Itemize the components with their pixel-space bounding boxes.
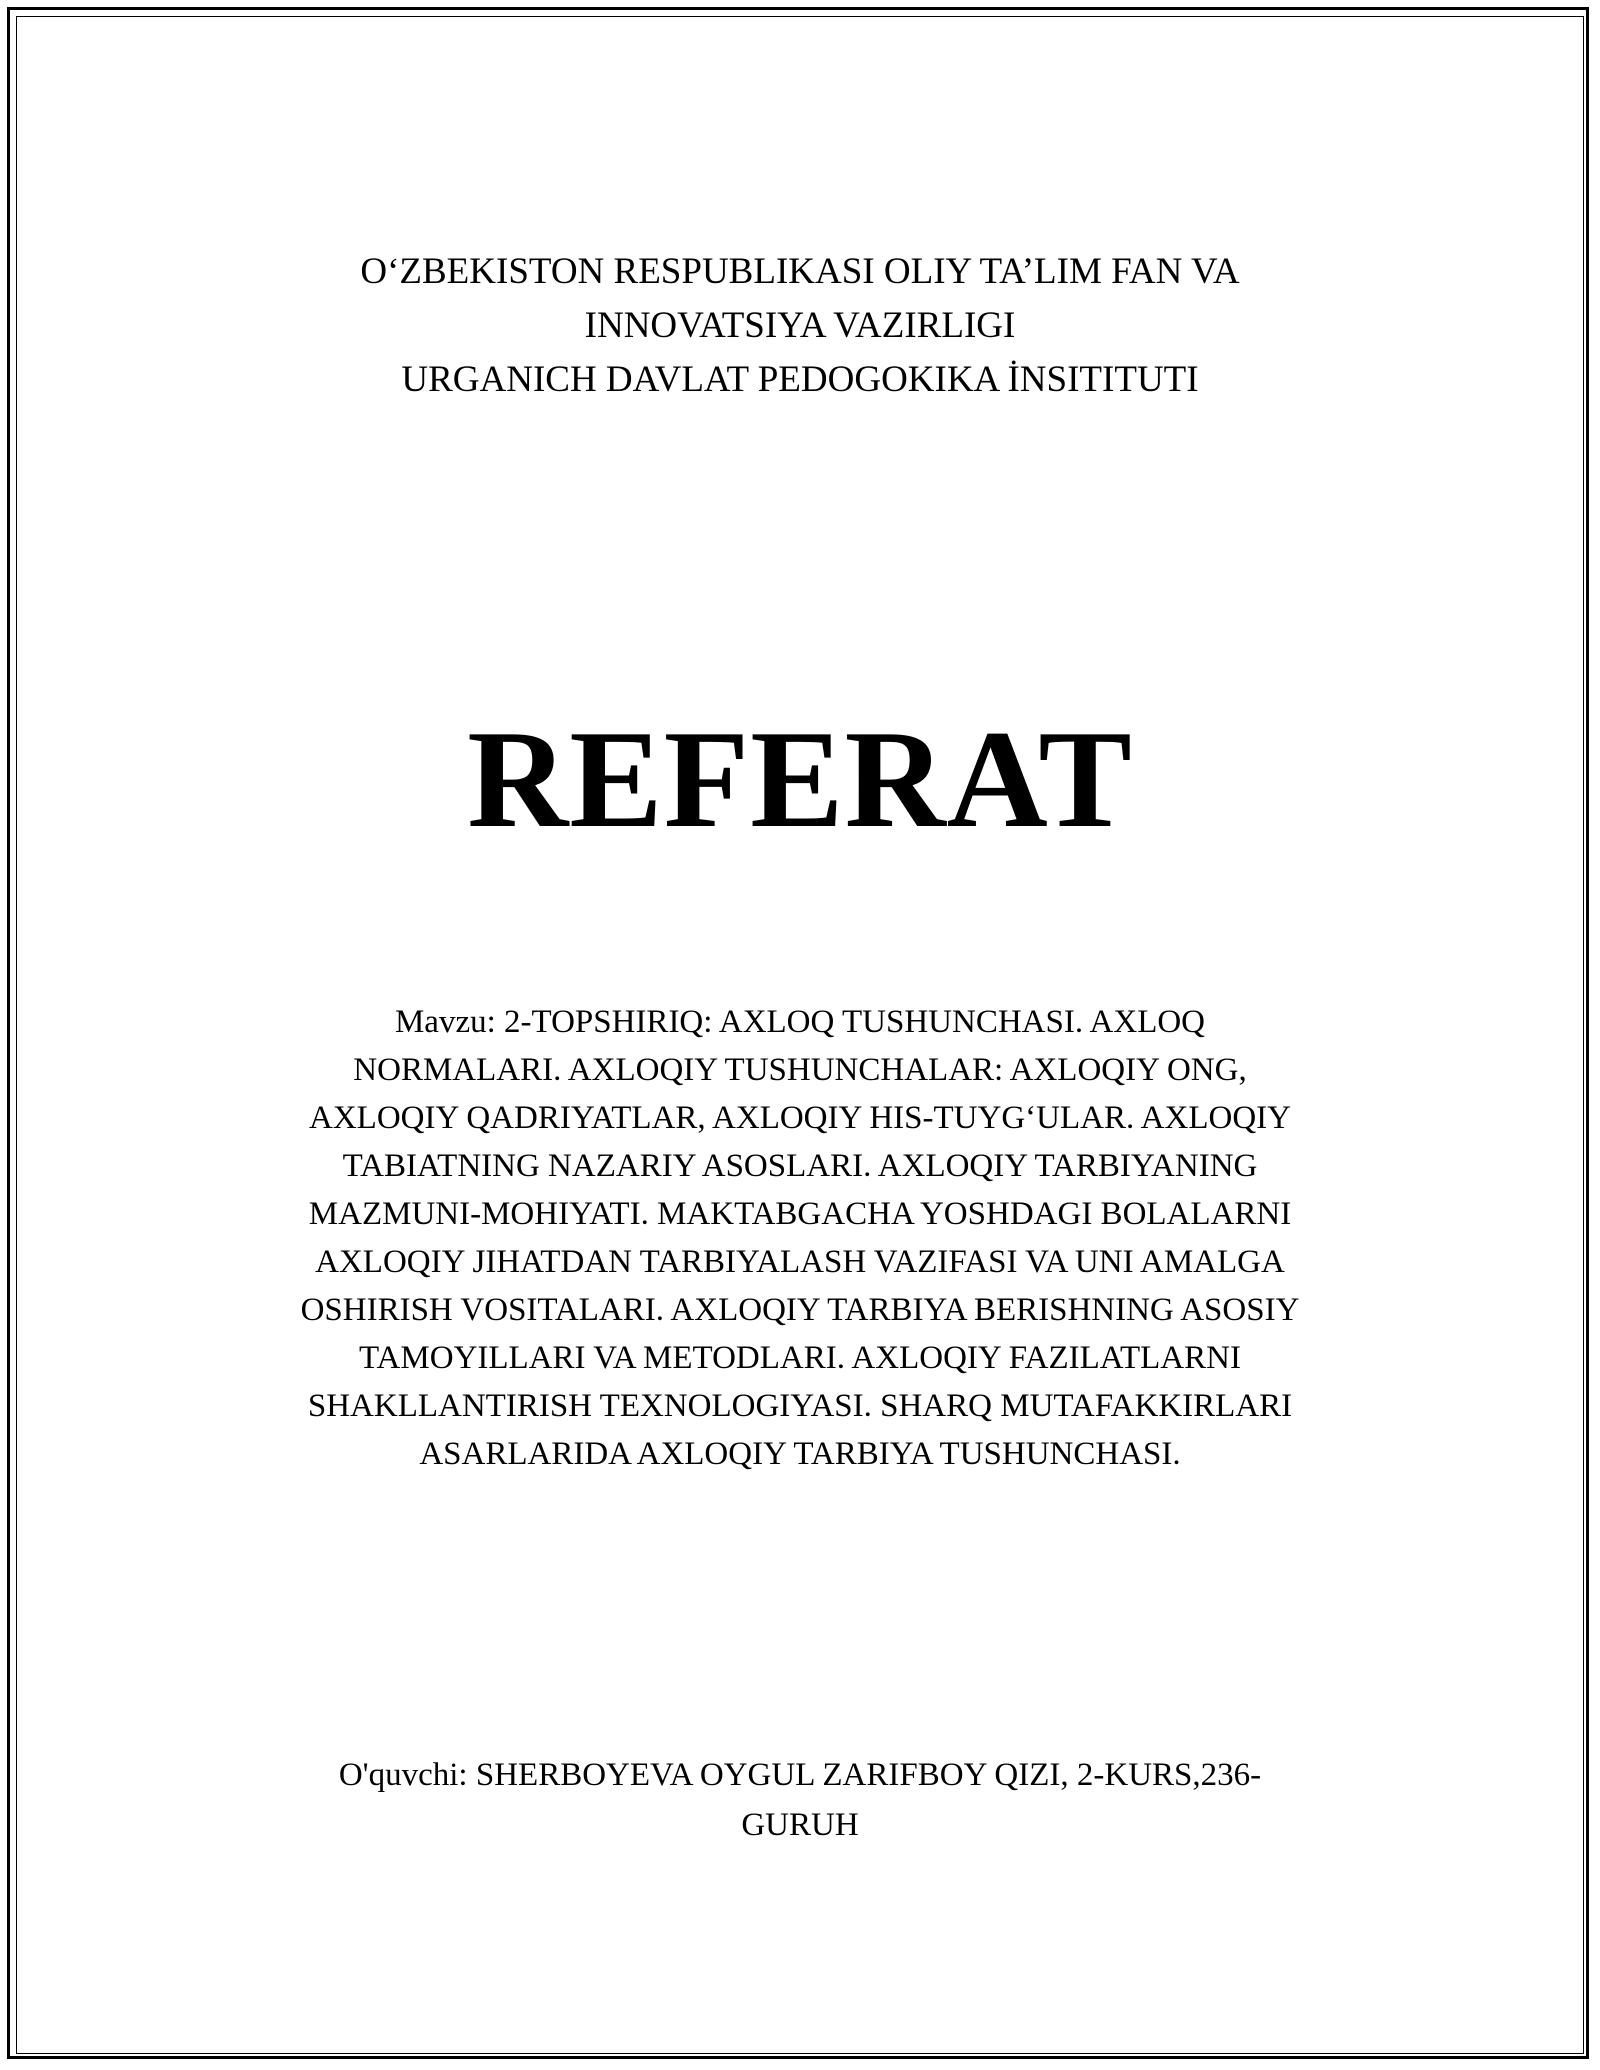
topic-line: TAMOYILLARI VA METODLARI. AXLOQIY FAZILATLARNI [359, 1340, 1241, 1376]
topic-line: AXLOQIY JIHATDAN TARBIYALASH VAZIFASI VA UNI AMALGA [315, 1244, 1285, 1280]
document-title: REFERAT [467, 702, 1133, 857]
topic-line: OSHIRISH VOSITALARI. AXLOQIY TARBIYA BERISHNING ASOSIY [300, 1292, 1300, 1328]
institution-header [200, 245, 1400, 407]
header-line-ministry-1: O‘ZBEKISTON RESPUBLIKASI OLIY TA’LIM FAN VA [360, 251, 1240, 292]
topic-block [170, 998, 1430, 1478]
topic-line: NORMALARI. AXLOQIY TUSHUNCHALAR: AXLOQIY ONG, [353, 1052, 1247, 1088]
header-line-institute: URGANICH DAVLAT PEDOGOKIKA İNSITITUTI [401, 359, 1199, 400]
topic-line: ASARLARIDA AXLOQIY TARBIYA TUSHUNCHASI. [419, 1436, 1181, 1472]
topic-line: TABIATNING NAZARIY ASOSLARI. AXLOQIY TARBIYANING [342, 1148, 1258, 1184]
topic-line: SHAKLLANTIRISH TEXNOLOGIYASI. SHARQ MUTAFAKKIRLARI [307, 1388, 1293, 1424]
topic-line: MAZMUNI-MOHIYATI. MAKTABGACHA YOSHDAGI BOLALARNI [308, 1196, 1292, 1232]
topic-line: Mavzu: 2-TOPSHIRIQ: AXLOQ TUSHUNCHASI. AXLOQ [394, 1004, 1206, 1040]
header-line-ministry-2: INNOVATSIYA VAZIRLIGI [584, 305, 1016, 346]
topic-line: AXLOQIY QADRIYATLAR, AXLOQIY HIS-TUYG‘ULAR. AXLOQIY [309, 1100, 1291, 1136]
student-line: O'quvchi: SHERBOYEVA OYGUL ZARIFBOY QIZI, 2-KURS,236- [338, 1757, 1262, 1793]
student-info [200, 1750, 1400, 1850]
student-line: GURUH [741, 1807, 859, 1843]
